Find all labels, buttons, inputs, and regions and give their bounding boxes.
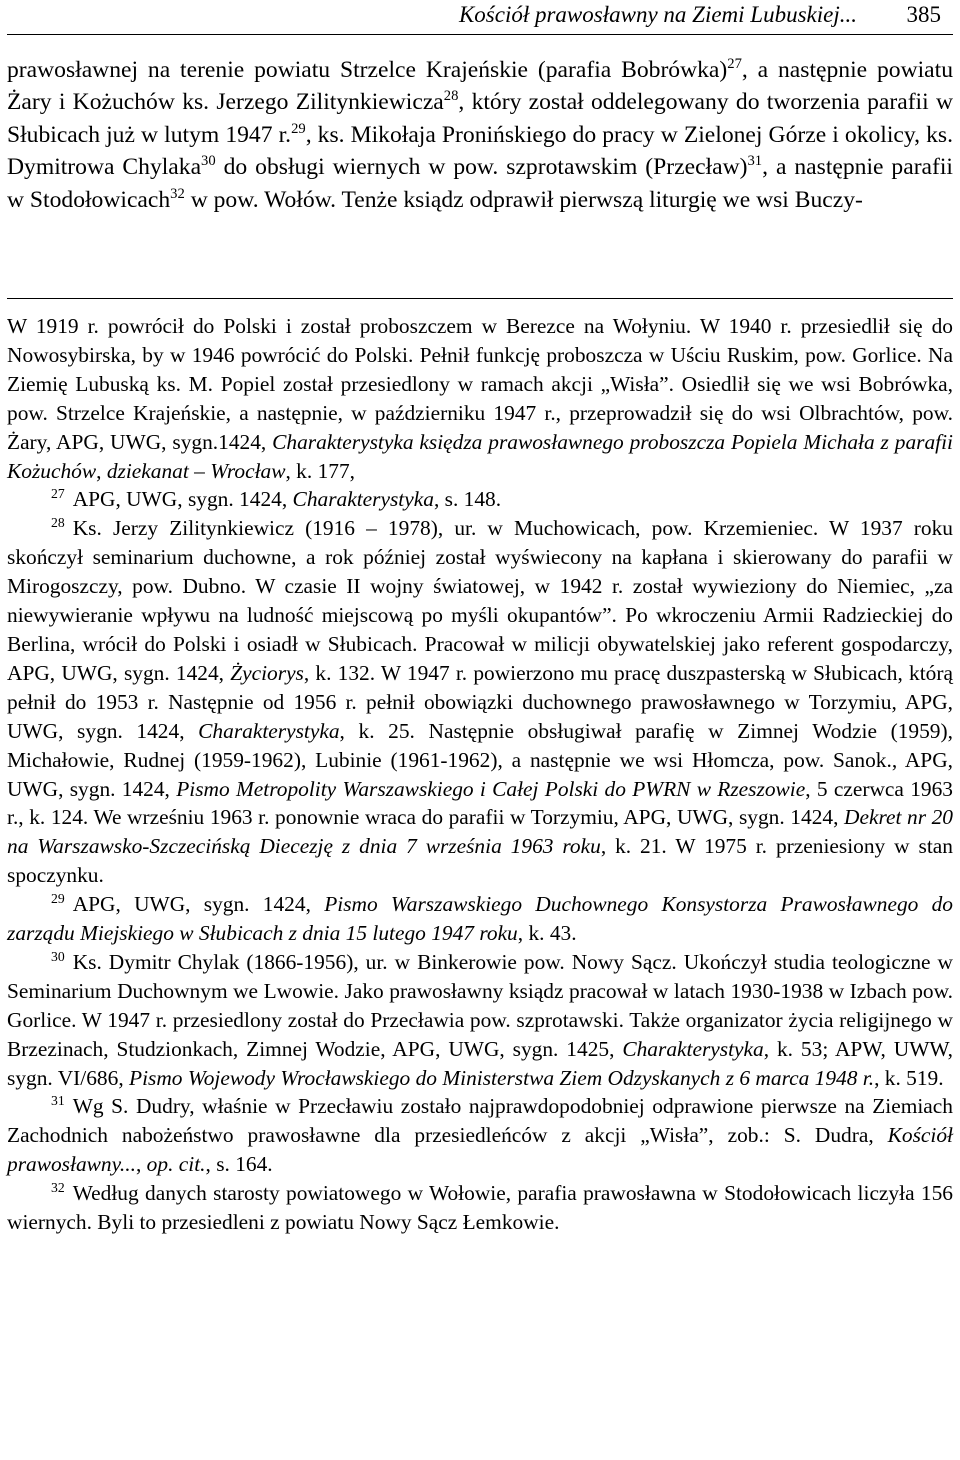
footnote-title: Pismo Metropolity Warszawskiego i Całej Polski do PWRN w Rzeszowie — [176, 776, 806, 801]
footnote-text: , s. 164. — [205, 1152, 273, 1177]
footnote-text: , k. 21. W 1975 r. przeniesiony w stan spoczynku. — [7, 834, 953, 888]
footnote-text: , — [135, 1152, 147, 1177]
footnote-title: Charakterystyka księdza prawosławnego proboszcza Popiela Michała z parafii Kożuchów — [7, 429, 953, 483]
footnote-text: APG, UWG, sygn. 1424, — [72, 487, 293, 512]
footnote-title: Charakterystyka — [622, 1036, 764, 1061]
footnote-title: Życiorys — [230, 660, 304, 685]
footnote-number: 32 — [51, 1180, 65, 1196]
footnote-title: Charakterystyka — [198, 718, 340, 743]
page-number: 385 — [906, 2, 941, 27]
footnote-ref-27[interactable]: 27 — [727, 56, 742, 73]
footnote-text: , k. 53; APW, UWW, sygn. VI/686, — [7, 1036, 953, 1090]
footnote-text: W 1919 r. powrócił do Polski i został proboszczem w Berezce na Wołyniu. W 1940 r. przesiedlił się do Nowosybirska, by w 1946 powrócić do Polski. Pełnił funkcję proboszcza w Uściu Ruskim, pow. Gorlice. Na Ziemię Lubuską ks. M. Popiel został przesiedlony w ramach akcji „Wisła”. Osiedlił się we wsi Bobrówka, pow. Strzelce Krajeńskie, a następnie, w październiku 1947 r., przeprowadził się do wsi Olbrachtów, pow. Żary, APG, UWG, sygn.1424, — [7, 314, 953, 454]
footnote-number: 31 — [51, 1093, 65, 1109]
footnote-separator — [7, 298, 953, 299]
footnote-text: Ks. Jerzy Zilitynkiewicz (1916 – 1978), ur. w Muchowicach, pow. Krzemieniec. W 1937 roku skończył seminarium duchowne, a rok później został wyświecony na kapłana i skierowany do parafii w Mirogoszczy, pow. Dubno. W czasie II wojny światowej, w 1942 r. został wywieziony do Niemiec, „za niewywieranie wpływu na ludność miejscową po myśli okupantów”. Po wkroczeniu Armii Radzieckiej do Berlina, wrócił do Polski i osiadł w Słubicach. Pracował w milicji obywatelskiej jako referent gospodarczy, APG, UWG, sygn. 1424, — [7, 516, 953, 685]
footnote-number: 28 — [51, 515, 65, 531]
footnote-continuation — [7, 312, 953, 485]
body-text: , a następnie parafii w Stodołowicach — [7, 154, 953, 213]
body-paragraph — [7, 54, 953, 216]
footnote-title: Kościół prawosławny... — [7, 1123, 953, 1177]
footnote-ref-29[interactable]: 29 — [291, 120, 306, 137]
footnotes — [7, 312, 953, 1237]
footnote-ref-28[interactable]: 28 — [443, 88, 459, 105]
footnote-text: , k. 177, — [285, 458, 356, 483]
footnote-text: Wg S. Dudry, właśnie w Przecławiu zostało najprawdopodobniej odprawione pierwsze na Ziemiach Zachodnich nabożeństwo prawosławne dla przesiedleńców z akcji „Wisła”, zob.: S. Dudra, — [7, 1094, 953, 1148]
body-text: , który został oddelegowany do tworzenia parafii w Słubicach już w lutym 1947 r. — [7, 89, 953, 148]
footnote-ref-30[interactable]: 30 — [201, 153, 216, 170]
footnote-text: Ks. Dymitr Chylak (1866-1956), ur. w Binkerowie pow. Nowy Sącz. Ukończył studia teologiczne w Seminarium Duchownym we Lwowie. Jako prawosławny ksiądz pracował w latach 1930-1938 w Izbach pow. Gorlice. W 1947 r. przesiedlony został do Przecławia pow. szprotawski. Także organizator życia religijnego w Brzezinach, Studzionkach, Zimnej Wodzie, APG, UWG, sygn. 1425, — [7, 949, 953, 1061]
footnote-29 — [7, 890, 953, 948]
body-text: do obsługi wiernych w pow. szprotawskim (Przecław) — [215, 154, 748, 181]
footnote-28 — [7, 514, 953, 890]
footnote-number: 27 — [51, 486, 65, 502]
body-text: , ks. Mikołaja Pronińskiego do pracy w Zielonej Górze i okolicy, ks. Dymitrowa Chylaka — [7, 121, 954, 181]
footnote-ref-32[interactable]: 32 — [170, 185, 185, 202]
footnote-title: Pismo Warszawskiego Duchownego Konsystorza Prawosławnego do zarządu Miejskiego w Słubicach z dnia 15 lutego 1947 roku — [7, 892, 953, 946]
body-text: prawosławnej na terenie powiatu Strzelce Krajeńskie (parafia Bobrówka) — [7, 57, 728, 83]
footnote-title: Charakterystyka — [292, 487, 434, 512]
body-text: , a następnie powiatu Żary i Kożuchów ks. Jerzego Zilitynkiewicza — [7, 57, 953, 116]
footnote-title: Pismo Wojewody Wrocławskiego do Ministerstwa Ziem Odzyskanych z 6 marca 1948 r. — [129, 1065, 875, 1090]
running-title: Kościół prawosławny na Ziemi Lubuskiej... — [458, 2, 857, 27]
footnote-text: , s. 148. — [433, 487, 502, 512]
footnote-title: dziekanat – Wrocław — [106, 458, 286, 483]
body-text: w pow. Wołów. Tenże ksiądz odprawił pierwszą liturgię we wsi Buczy- — [184, 186, 863, 213]
footnote-number: 30 — [51, 948, 65, 964]
footnote-30 — [7, 948, 953, 1093]
footnote-text: Według danych starosty powiatowego w Wołowie, parafia prawosławna w Stodołowicach liczyła 156 wiernych. Byli to przesiedleni z powiatu Nowy Sącz Łemkowie. — [7, 1181, 953, 1235]
footnote-text: , 5 czerwca 1963 r., k. 124. We wrześniu 1963 r. ponownie wraca do parafii w Torzymiu, APG, UWG, sygn. 1424, — [7, 776, 953, 830]
footnote-title: Dekret nr 20 na Warszawsko-Szczecińską Diecezję z dnia 7 września 1963 roku — [7, 805, 954, 859]
footnote-text: APG, UWG, sygn. 1424, — [72, 892, 325, 917]
footnote-text: , k. 43. — [517, 921, 577, 946]
footnote-31 — [7, 1092, 953, 1179]
footnote-number: 29 — [51, 891, 65, 906]
footnote-text: , k. 132. W 1947 r. powierzono mu pracę duszpasterską w Słubicach, którą pełnił do 1953 r. Następnie od 1956 r. pełnił obowiązki duchownego prawosławnego w Torzymiu, APG, UWG, sygn. 1424, — [7, 660, 953, 743]
footnote-ref-31[interactable]: 31 — [747, 153, 763, 170]
footnote-title: op. cit. — [146, 1152, 206, 1177]
running-head — [7, 0, 953, 35]
footnote-text: , k. 25. Następnie obsługiwał parafię w Zimnej Wodzie (1959), Michałowie, Rudnej (1959-1962), Lubinie (1961-1962), a następnie we wsi Hłomcza, pow. Sanok., APG, UWG, sygn. 1424, — [7, 718, 953, 801]
footnote-32 — [7, 1179, 953, 1237]
footnote-text: , — [96, 458, 107, 483]
footnote-text: , k. 519. — [874, 1065, 944, 1090]
footnote-27 — [7, 485, 953, 514]
